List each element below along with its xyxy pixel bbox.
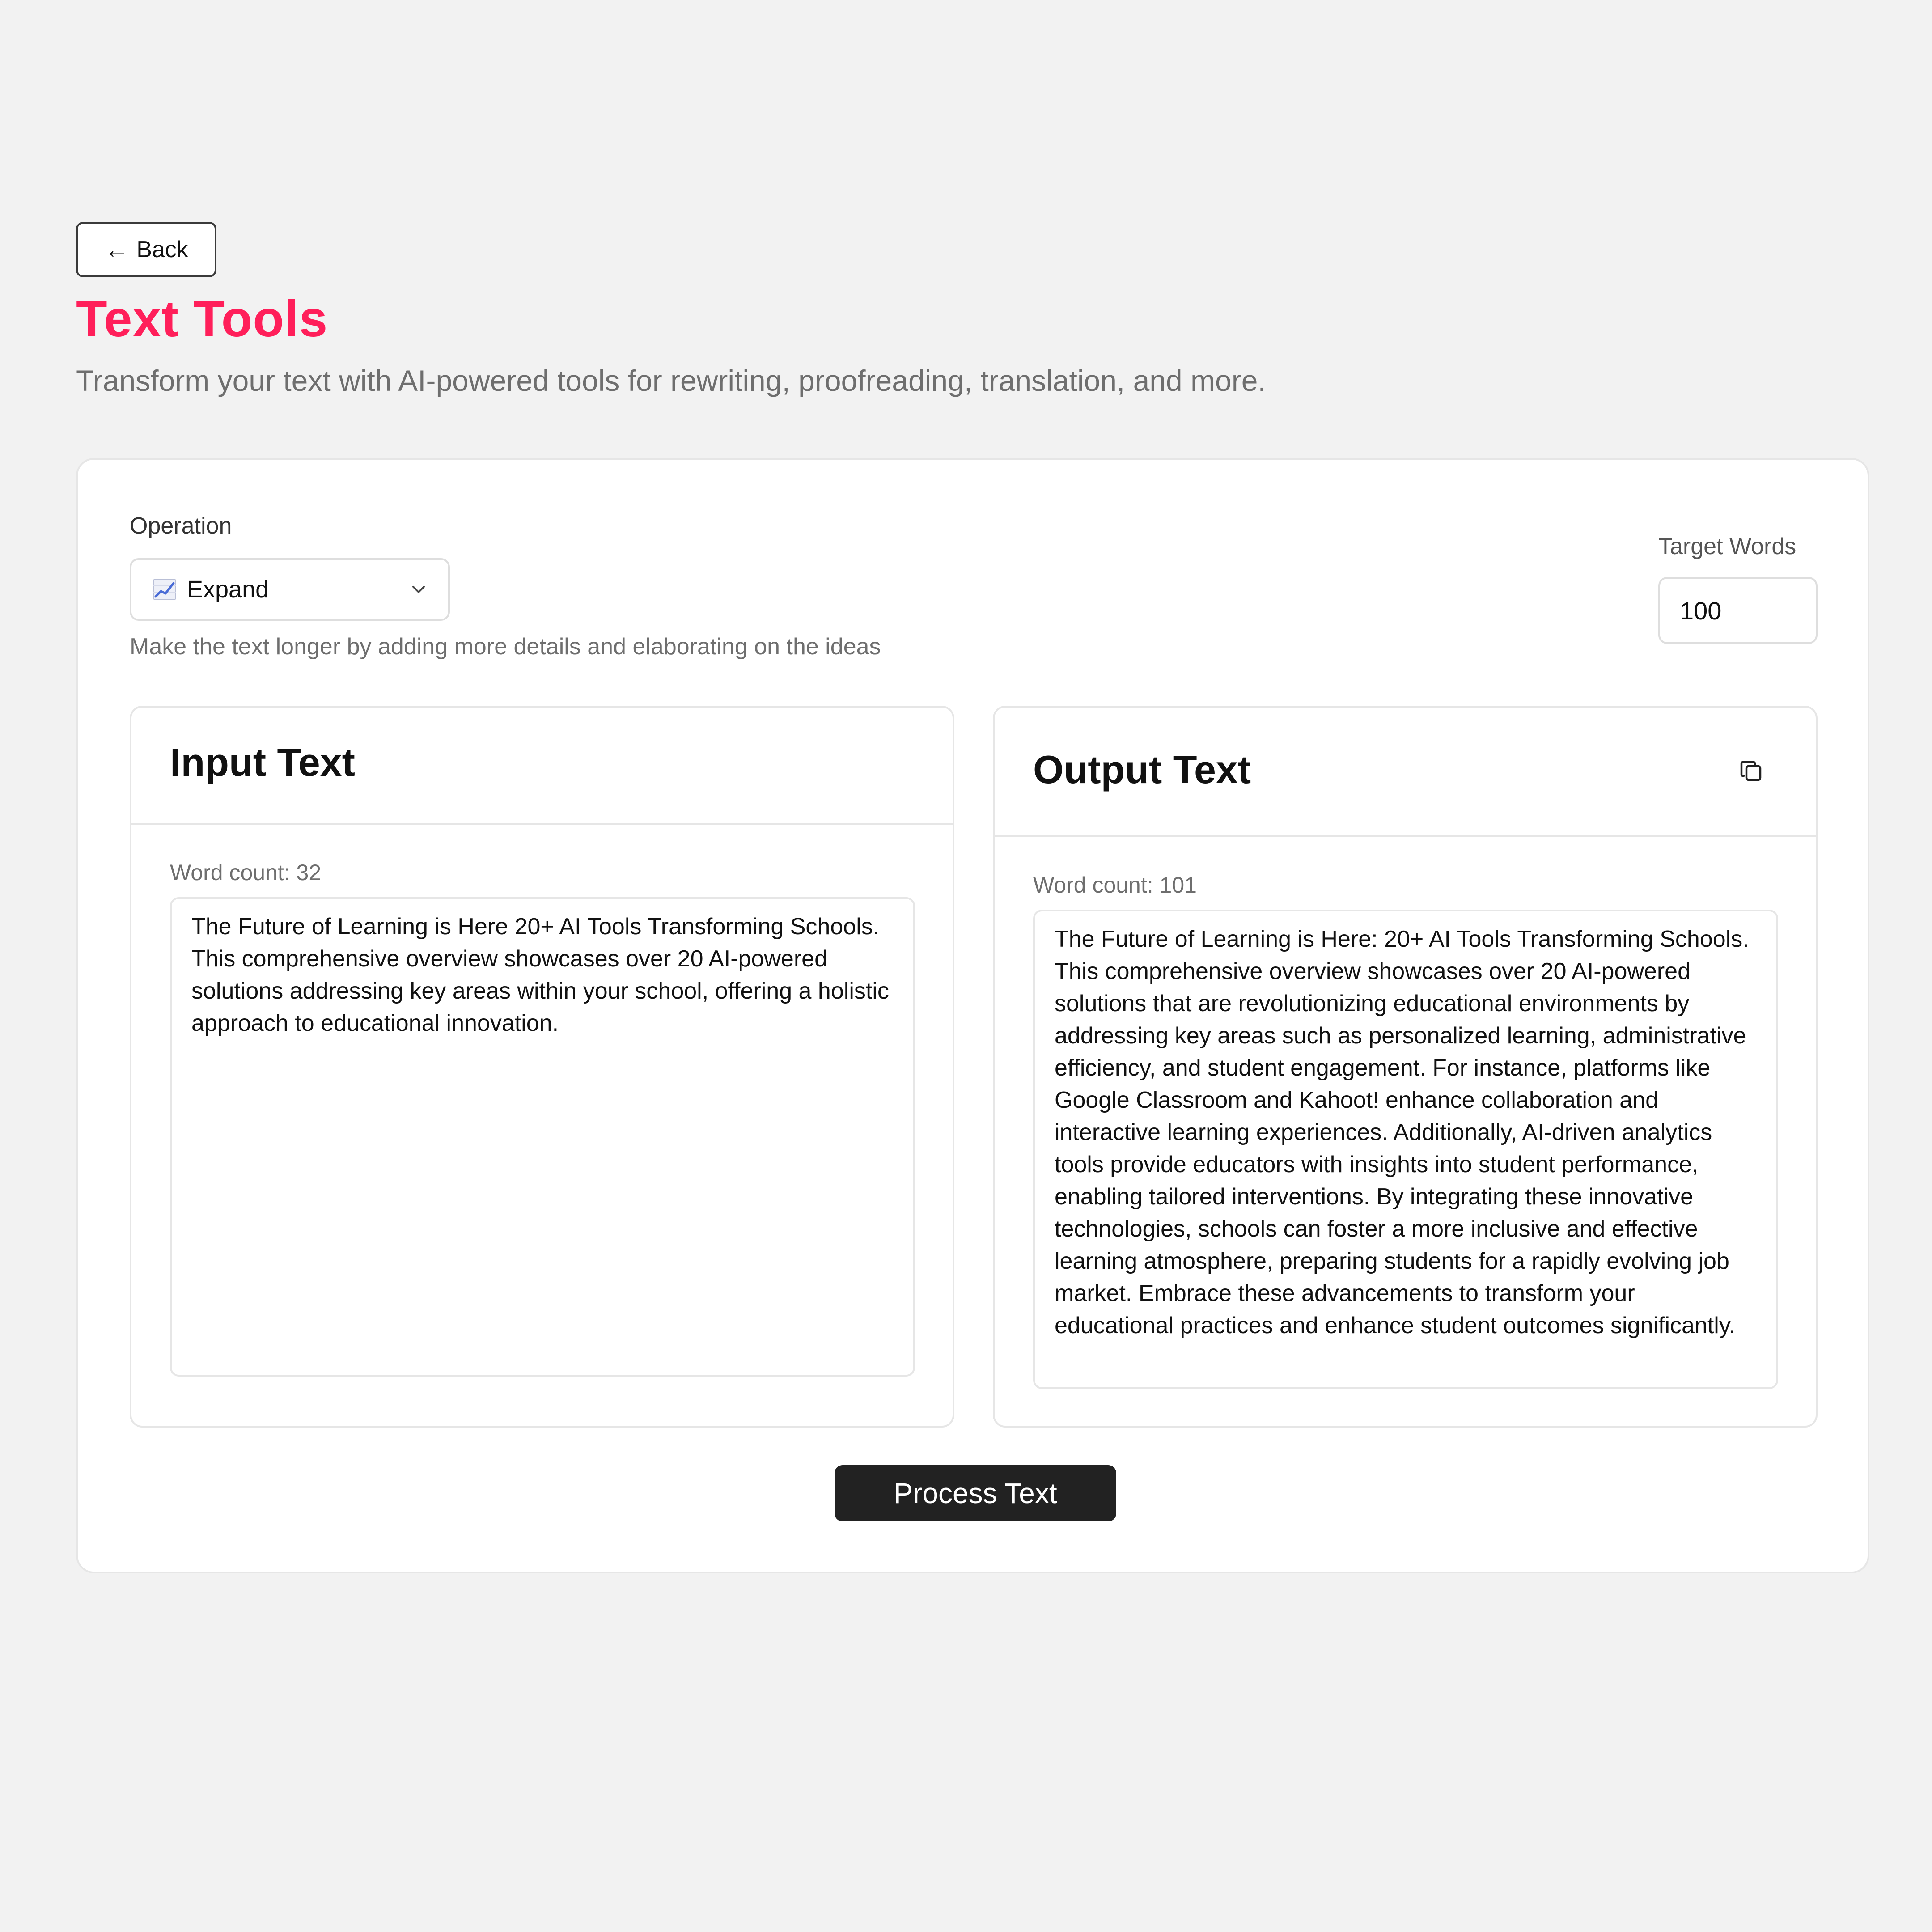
copy-icon (1739, 758, 1764, 786)
arrow-left-icon: ← (104, 235, 130, 263)
page-title: Text Tools (76, 291, 328, 347)
output-panel-header (995, 708, 1816, 837)
back-button-label: Back (136, 237, 188, 263)
operation-select[interactable] (130, 558, 450, 621)
operation-description: Make the text longer by adding more details and elaborating on the ideas (130, 634, 881, 660)
chart-increasing-icon (153, 579, 176, 600)
back-button[interactable] (76, 222, 216, 277)
copy-button[interactable] (1737, 758, 1766, 786)
chevron-down-icon (409, 580, 428, 599)
process-text-button[interactable]: Process Text (835, 1465, 1116, 1521)
output-panel-title: Output Text (1033, 747, 1251, 792)
output-word-count: Word count: 101 (1033, 873, 1197, 898)
operation-selected-value: Expand (187, 576, 269, 603)
output-textarea[interactable]: The Future of Learning is Here: 20+ AI Tools Transforming Schools. This comprehensive overview showcases over 20 AI-powered solutions that are revolutionizing educational environments by addressing key areas such as personalized learning, administrative efficiency, and student engagement. For instance, platforms like Google Classroom and Kahoot! enhance collaboration and interactive learning experiences. Additionally, AI-driven analytics tools provide educators with insights into student performance, enabling tailored interventions. By integrating these innovative technologies, schools can foster a more inclusive and effective learning atmosphere, preparing students for a rapidly evolving job market. Embrace these advancements to transform your educational practices and enhance student outcomes significantly. (1033, 910, 1778, 1389)
text-tools-card (76, 458, 1869, 1573)
input-text-panel (130, 706, 954, 1428)
input-textarea[interactable]: The Future of Learning is Here 20+ AI Tools Transforming Schools. This comprehensive overview showcases over 20 AI-powered solutions addressing key areas within your school, offering a holistic approach to educational innovation. (170, 897, 915, 1377)
target-words-input[interactable] (1658, 577, 1818, 644)
input-panel-header (131, 708, 953, 825)
input-word-count: Word count: 32 (170, 860, 322, 885)
input-panel-title: Input Text (170, 740, 355, 784)
page-subtitle: Transform your text with AI-powered tools for rewriting, proofreading, translation, and more. (76, 364, 1266, 397)
operation-label: Operation (130, 513, 232, 539)
output-text-panel (993, 706, 1818, 1428)
target-words-label: Target Words (1658, 534, 1796, 559)
